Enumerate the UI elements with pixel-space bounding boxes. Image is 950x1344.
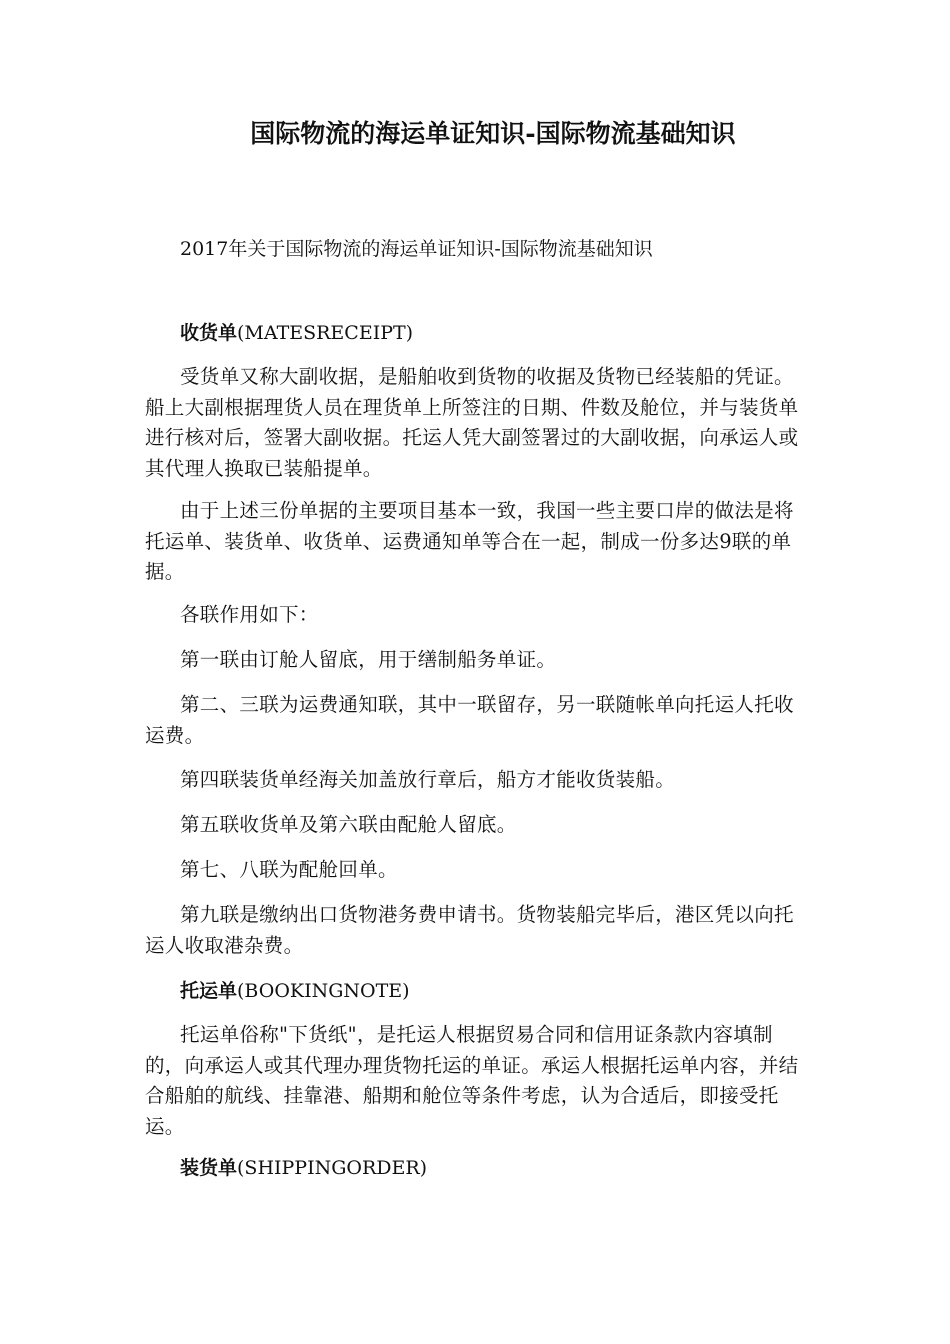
section-heading-booking-note: [180, 976, 410, 1006]
document-subtitle: 2017年关于国际物流的海运单证知识-国际物流基础知识: [180, 238, 653, 260]
paragraph: 第九联是缴纳出口货物港务费申请书。货物装船完毕后，港区凭以向托运人收取港杂费。: [145, 903, 794, 957]
paragraph: 各联作用如下：: [180, 603, 319, 626]
section-heading-cn: 托运单: [180, 980, 238, 1002]
paragraph: 第七、八联为配舱回单。: [180, 858, 398, 881]
section-heading-cn: 收货单: [180, 322, 238, 344]
document-title: 国际物流的海运单证知识-国际物流基础知识: [250, 119, 736, 148]
paragraph: 第二、三联为运费通知联，其中一联留存，另一联随帐单向托运人托收运费。: [145, 693, 794, 747]
paragraph: 托运单俗称"下货纸"，是托运人根据贸易合同和信用证条款内容填制的，向承运人或其代理办理货物托运的单证。承运人根据托运单内容，并结合船舶的航线、挂靠港、船期和舱位等条件考虑，认为合适后，即接受托运。: [145, 1023, 799, 1138]
paragraph: 由于上述三份单据的主要项目基本一致，我国一些主要口岸的做法是将托运单、装货单、收货单、运费通知单等合在一起，制成一份多达9联的单据。: [145, 499, 794, 584]
section-heading-cn: 装货单: [180, 1157, 238, 1179]
section-heading-shipping-order: [180, 1153, 427, 1183]
paragraph: 第一联由订舱人留底，用于缮制船务单证。: [180, 648, 557, 671]
paragraph: 第五联收货单及第六联由配舱人留底。: [180, 813, 517, 836]
paragraph: 受货单又称大副收据，是船舶收到货物的收据及货物已经装船的凭证。船上大副根据理货人员在理货单上所签注的日期、件数及舱位，并与装货单进行核对后，签署大副收据。托运人凭大副签署过的大副收据，向承运人或其代理人换取已装船提单。: [145, 365, 799, 480]
section-heading-en: (MATESRECEIPT): [237, 322, 414, 344]
section-heading-mates-receipt: [180, 318, 413, 348]
paragraph: 第四联装货单经海关加盖放行章后，船方才能收货装船。: [180, 768, 676, 791]
section-heading-en: (BOOKINGNOTE): [237, 980, 410, 1002]
section-heading-en: (SHIPPINGORDER): [237, 1157, 428, 1179]
